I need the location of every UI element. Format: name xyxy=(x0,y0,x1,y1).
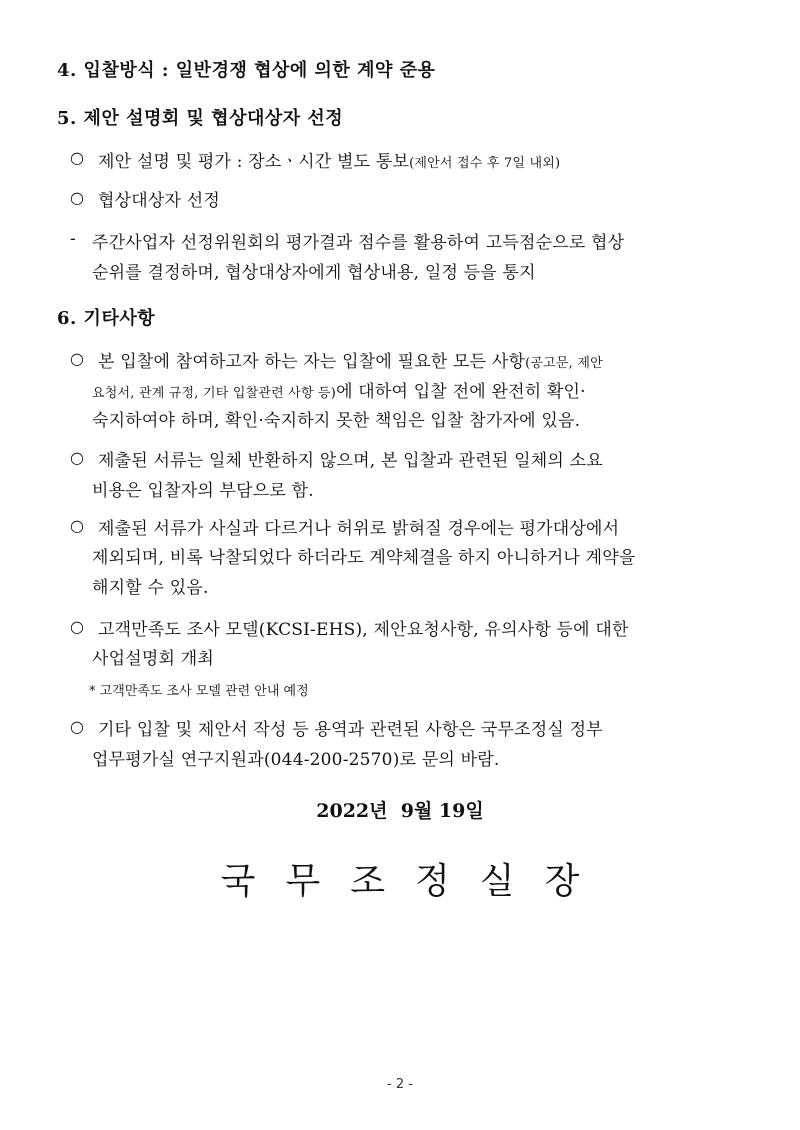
footnote: * 고객만족도 조사 모델 관련 안내 예정 xyxy=(89,684,309,699)
bullet-marker: ○ xyxy=(70,448,84,467)
section-6-item-1-line-2 xyxy=(92,377,586,402)
section-5-sub-line-1: 주간사업자 선정위원회의 평가결과 점수를 활용하여 고득점순으로 협상 xyxy=(92,233,625,253)
bullet-marker: ○ xyxy=(70,188,84,207)
dash-marker: - xyxy=(70,229,76,249)
item-note: 요청서, 관계 규정, 기타 입찰관련 사항 등) xyxy=(92,386,337,401)
section-5-item-1 xyxy=(98,147,560,172)
item-text: 본 입찰에 참여하고자 하는 자는 입찰에 필요한 모든 사항 xyxy=(98,352,526,372)
section-5-item-2: 협상대상자 선정 xyxy=(98,191,220,211)
bullet-marker: ○ xyxy=(70,617,84,636)
section-4-title: 4. 입찰방식 : 일반경쟁 협상에 의한 계약 준용 xyxy=(57,60,436,81)
section-5-sub-line-2: 순위를 결정하며, 협상대상자에게 협상내용, 일정 등을 통지 xyxy=(92,263,536,283)
section-5-title: 5. 제안 설명회 및 협상대상자 선정 xyxy=(57,108,344,129)
section-6-item-1-line-3: 숙지하여야 하며, 확인·숙지하지 못한 책임은 입찰 참가자에 있음. xyxy=(92,411,581,431)
bullet-marker: ○ xyxy=(70,516,84,535)
section-6-item-3-line-1: 제출된 서류가 사실과 다르거나 허위로 밝혀질 경우에는 평가대상에서 xyxy=(98,519,620,539)
page-number: - 2 - xyxy=(387,1077,413,1092)
section-6-title: 6. 기타사항 xyxy=(57,308,156,329)
document-date: 2022년 9월 19일 xyxy=(316,800,484,822)
bullet-marker: ○ xyxy=(70,349,84,368)
item-text: 제안 설명 및 평가 : 장소ㆍ시간 별도 통보 xyxy=(98,152,410,172)
item-text: 에 대하여 입찰 전에 완전히 확인· xyxy=(336,382,586,402)
bullet-marker: ○ xyxy=(70,148,84,167)
issuer-signature: 국무조정실장 xyxy=(220,861,610,902)
section-6-item-4-line-1: 고객만족도 조사 모델(KCSI-EHS), 제안요청사항, 유의사항 등에 대한 xyxy=(98,620,629,640)
section-6-item-1-line-1 xyxy=(98,347,603,372)
section-6-item-2-line-2: 비용은 입찰자의 부담으로 함. xyxy=(92,481,314,501)
bullet-marker: ○ xyxy=(70,717,84,736)
section-6-item-2-line-1: 제출된 서류는 일체 반환하지 않으며, 본 입찰과 관련된 일체의 소요 xyxy=(98,451,603,471)
section-6-item-5-line-1: 기타 입찰 및 제안서 작성 등 용역과 관련된 사항은 국무조정실 정부 xyxy=(98,720,603,740)
item-note: (제안서 접수 후 7일 내외) xyxy=(409,156,561,171)
section-6-item-4-line-2: 사업설명회 개최 xyxy=(92,649,214,669)
section-6-item-3-line-3: 해지할 수 있음. xyxy=(92,578,209,598)
item-note: (공고문, 제안 xyxy=(525,356,603,371)
section-6-item-3-line-2: 제외되며, 비록 낙찰되었다 하더라도 계약체결을 하지 아니하거나 계약을 xyxy=(92,548,636,568)
section-6-item-5-line-2: 업무평가실 연구지원과(044-200-2570)로 문의 바람. xyxy=(92,750,500,770)
